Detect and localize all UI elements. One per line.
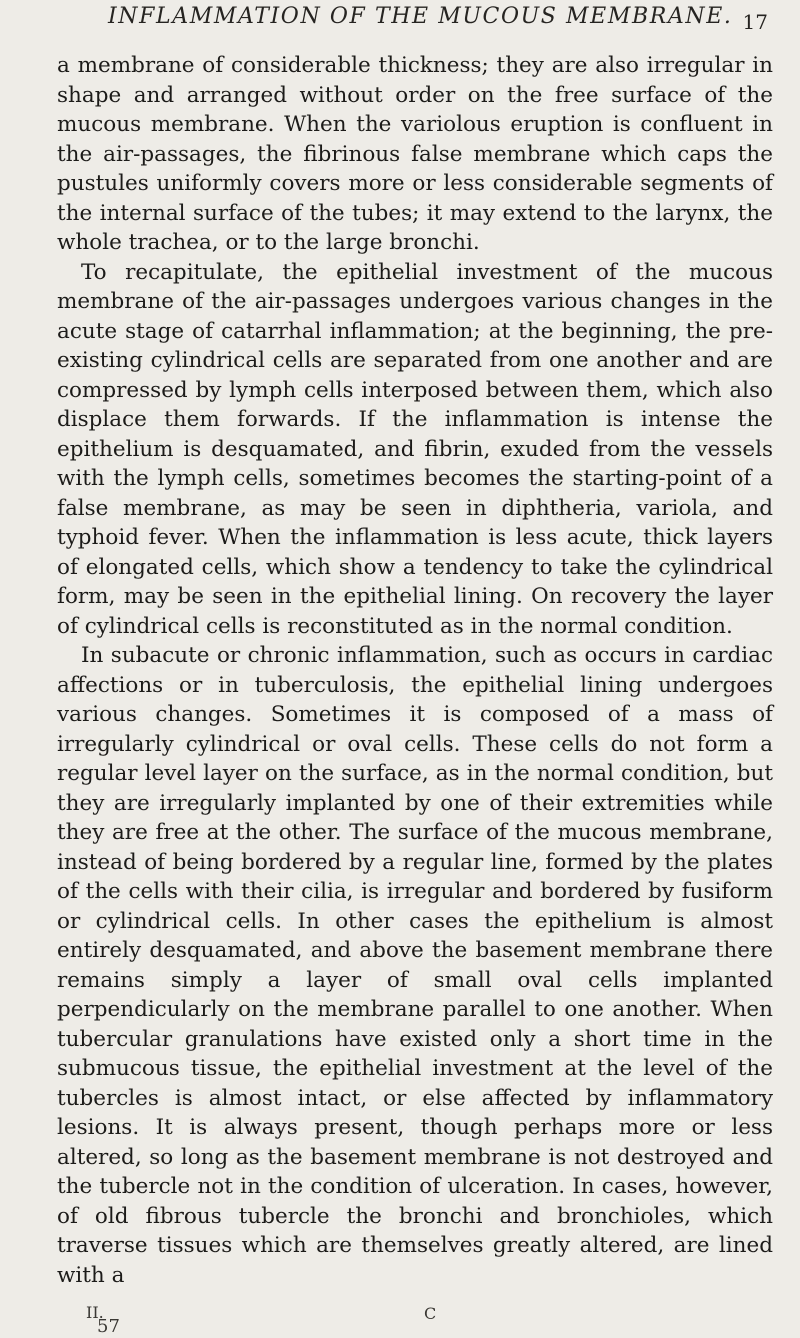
signature-mark: C: [424, 1304, 437, 1323]
page-footer: [0, 1300, 800, 1338]
running-head: INFLAMMATION OF THE MUCOUS MEMBRANE.: [108, 4, 733, 29]
paragraph-3: In subacute or chronic inflammation, such as occurs in cardiac affections or in tuberculosis, the epithelial lining undergoes various changes. Sometimes it is composed of a mass of irregularly cylindrical or oval cells. These cells do not form a regular level layer on the surface, as in the normal condition, but they are irregularly implanted by one of their extremities while they are free at the other. The surface of the mucous membrane, instead of being bordered by a regular line, formed by the plates of the cells with their cilia, is irregular and bordered by fusiform or cylindrical cells. In other cases the epithelium is almost entirely desquamated, and above the basement membrane there remains simply a layer of small oval cells implanted perpendicularly on the membrane parallel to one another. When tubercular granulations have existed only a short time in the submucous tissue, the epithelial investment at the level of the tubercles is almost intact, or else affected by inflammatory lesions. It is always present, though perhaps more or less altered, so long as the basement membrane is not destroyed and the tubercle not in the condition of ulceration. In cases, however, of old fibrous tubercle the bronchi and bronchioles, which traverse tissues which are themselves greatly altered, are lined with a: [57, 643, 773, 1288]
body-text: [57, 51, 773, 1290]
paragraph-2: To recapitulate, the epithelial investment of the mucous membrane of the air-passages undergoes various changes in the acute stage of catarrhal inflammation; at the beginning, the pre-existing cylindrical cells are separated from one another and are compressed by lymph cells interposed between them, which also displace them forwards. If the inflammation is intense the epithelium is desquamated, and fibrin, exuded from the vessels with the lymph cells, sometimes becomes the starting-point of a false membrane, as may be seen in diphtheria, variola, and typhoid fever. When the inflammation is less acute, thick layers of elongated cells, which show a tendency to take the cylindrical form, may be seen in the epithelial lining. On recovery the layer of cylindrical cells is reconstituted as in the normal condition.: [57, 259, 773, 639]
page-number: 17: [742, 10, 768, 34]
paragraph-1: a membrane of considerable thickness; they are also irregular in shape and arranged without order on the free surface of the mucous membrane. When the variolous eruption is confluent in the air-passages, the fibrinous false membrane which caps the pustules uniformly covers more or less considerable segments of the internal surface of the tubes; it may extend to the larynx, the whole trachea, or to the large bronchi.: [57, 53, 773, 255]
volume-mark: II.: [86, 1303, 104, 1322]
sheet-number: 57: [97, 1316, 120, 1337]
